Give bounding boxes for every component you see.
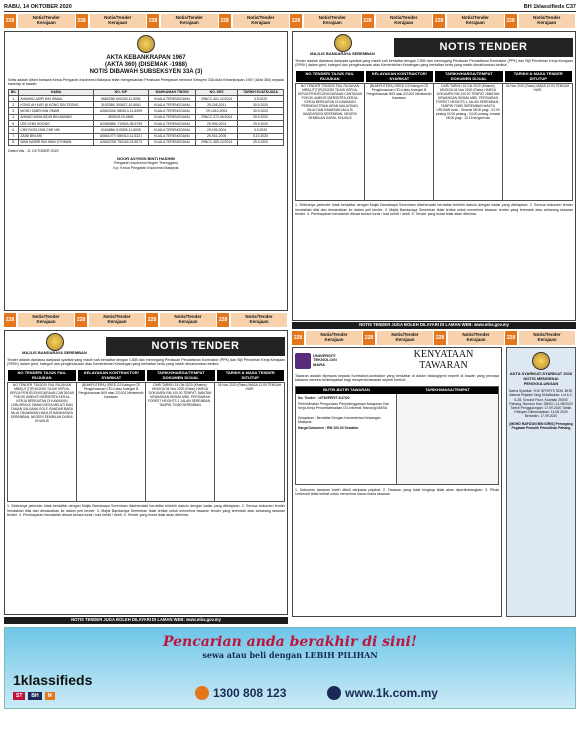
- table-cell: ZAINI BIN ARI: [19, 133, 94, 139]
- table-cell: 5.10.2020: [238, 133, 284, 139]
- tender-rules: 1. Sekiranya petender tidak berdaftar dengan Majlis Bandaraya Seremban dikehendaki berdaftar terlebih dahulu dengan kadar yang ditetapkan. 2. Semua dokumen tender hendaklah diisi dan dimasukkan ke dalam peti tender. 3. Majlis Bandaraya Seremban tidak terikat untuk menerima tawaran tender yang terendah atau sebarang tawaran tender. 4. Pembayaran hendaklah dibuat secara tunai / kad kredit / debit. 5. Tender yang lewat tidak akan diterima.: [295, 203, 573, 217]
- bankruptcy-notice: AKTA KEBANKRAPAN 1967 (AKTA 360) (DISEMAK -1988) NOTIS DIBAWAH SUBSEKSYEN 33A (3) Notis adalah diberi bahawa Ketua Pengarah Insolvensi Malaysia telah mengeluarkan Perakuan Pelepasan menurut Seksyen 33A Akta Kebankrapan 1967 (Akta 360) kepada bankrap di bawah: BIL NAMA NO. K/P MAHKAMAH TINGGI NO. KES TARIKH KUATKUASA 1. AHAMAD ASIPI BIN ISMAIL 5680236/ 600325-11-5051 KUALA TERENGGANU 29NCC-401-12/2013 3.9.2020 2. KONG AH KAR @ KONG SIN TEONG 3192286/ 390627-10-5061 KUALA TERENGGANU 29-245-2011 30.9.2020 3. MOHD ZABRI BIN OMAR A0663344/ 680613-11-5399 KUALA TERENGGANU 29-1010-2003 30.9.2020 4. AHMAD WAHUDDIN BIN AWANG 800618-03-5849 KUALA TERENGGANU 29NCC-372-06/2014 30.9.2020 5. LEE CHIN HOONG A2066386/ 710924-08-5799 KUALA TERENGGANU 29-906-2001 29.9.2020 6. CHE ROSLI BIN CHE NIK 6164686/ 610505-11-5005 KUALA TERENGGANU 29-199-2004 3.9.2020 7. ZAINI BIN ARI A0661077/ 680410-11-5321 KUALA TERENGGANU 29-941-2005 5.10.2020 8. WAN NASIRI BIN WAN OTHMAN A2662233/ 750116-03-5073 KUALA TERENGGANU 29NCC-369-12/2013 29.9.2020 Dated this : 11 OCTOBER 2020 NOOR ASYIKIN BINTI HASHIM Pengarah Insolvensi Negeri Terengganu b.p. Ketua Pengarah Insolvensi Malaysia: [4, 31, 288, 311]
- table-cell: 29NCC-372-06/2014: [196, 114, 238, 120]
- table-header: MAHKAMAH TINGGI: [149, 89, 196, 95]
- table-cell: 29-906-2001: [196, 120, 238, 126]
- table-cell: 30.9.2020: [238, 102, 284, 108]
- table-cell: 7.: [9, 133, 19, 139]
- table-cell: KUALA TERENGGANU: [149, 127, 196, 133]
- table-cell: KUALA TERENGGANU: [149, 102, 196, 108]
- table-cell: A2066386/ 710924-08-5799: [93, 120, 148, 126]
- tender-notice-2: MAJLIS BANDARAYA SEREMBAN NOTIS TENDER Tender adalah dipelawa daripada syarikat yang masih sah berdaftar dengan CIDB dan memegang Perakuan Pendaftaran Kontraktor (PPK) dan Sijil Perolehan Kerja Kerajaan (SPKK) dalam gred, kategori dan pengkhususan atau Kementerian Kewangan yang berkaitan serta yang masih dimaklumkan berikut: NO TENDER/ TAJUK FAIL RUJUKAN KELAYAKAN KONTRAKTOR/ SYARIKAT TARIKH/HARGA/TEMPAT DOKUMEN DIJUAL TARIKH & MASA TENDER DITUTUP NO TENDER T30/2020 FAIL RUJUKAN MBS(UT)T(P)30/2020 TAJUK KERJA-KERJA PENYELENGGARAAN CANTASAN POKOK AMENITI BERSERTA KERJA-KERJA BERKAITAN DI KAWASAN LEBUHRAYA TAMAN DESA MELATI DAN TAMAN SAUJANA GOLF, BANDAR BARU NILAI DIKAWASAN MAJLIS BANDARAYA SEREMBAN, NEGERI SEMBILAN DARUL KHUSUS (BUMIPUTERA) GRED G3 Kategori CE Pengkhususan CE14 atau Kategori B Pengkhususan B09 atau 221002 Membersih Kawasan DARI TARIKH 15 Okt 2020 (Khamis) HINGGA 04 Nov 2020 (Rabu) HARGA DOKUMEN RM 100.00 TEMPAT JABATAN KEWANGAN WISMA MBS, PERSIARAN FOREST HEIGHTS 1 JALAN SEREMBAN - TAMPIN 70450 SEREMBAN 04 Nov 2020 (Rabu) MASA 12:00 TENGAH HARI 1. Sekiranya petender tidak berdaftar dengan Majlis Bandaraya Seremban dikehendaki berdaftar terlebih dahulu dengan kadar yang ditetapkan. 2. Semua dokumen tender hendaklah diisi dan dimasukkan ke dalam peti tender. 3. Majlis Bandaraya Seremban tidak terikat untuk menerima tawaran tender yang terendah atau sebarang tawaran tender. 4. Pembayaran hendaklah dibuat secara tunai / kad kredit / debit. 5. Tender yang lewat tidak akan diterima.: [4, 330, 288, 615]
- table-cell: 29-941-2005: [196, 133, 238, 139]
- coat-of-arms-icon: [532, 352, 550, 370]
- ad-partner-logos: ST BH M: [13, 692, 55, 700]
- nav-item[interactable]: 228 Notis/Tender Kerajaan: [363, 331, 433, 345]
- table-cell: KUALA TERENGGANU: [149, 114, 196, 120]
- notice-intro: Notis adalah diberi bahawa Ketua Pengarah Insolvensi Malaysia telah mengeluarkan Perakuan Pelepasan menurut Seksyen 33A Akta Kebankrapan 1967 (Akta 360) kepada bankrap di bawah:: [8, 77, 284, 87]
- ad-subline: sewa atau beli dengan LEBIH PILIHAN: [202, 649, 378, 660]
- notice-dated: Dated this : 11 OCTOBER 2020: [8, 149, 59, 154]
- coat-of-arms-icon: [137, 35, 155, 53]
- notis-tender-banner: NOTIS TENDER: [106, 337, 285, 356]
- tender-footer[interactable]: NOTIS TENDER JUGA BOLEH DILAYARI DI LAMAN WEB: www.mbs.gov.my: [292, 322, 576, 329]
- table-cell: 29.9.2020: [238, 120, 284, 126]
- table-cell: 3.9.2020: [238, 95, 284, 101]
- table-cell: 29NCC-401-12/2013: [196, 95, 238, 101]
- nav-item[interactable]: 228 Notis/Tender Kerajaan: [434, 331, 504, 345]
- table-cell: 30.9.2020: [238, 108, 284, 114]
- nav-item[interactable]: 228 Notis/Tender Kerajaan: [219, 14, 290, 28]
- signer-name: NOOR ASYIKIN BINTI HASHIM: [117, 155, 175, 161]
- table-cell: 1.: [9, 95, 19, 101]
- nav-item[interactable]: 228 Notis/Tender Kerajaan: [217, 313, 287, 327]
- table-cell: 29-245-2011: [196, 102, 238, 108]
- nav-item[interactable]: 228 Notis/Tender Kerajaan: [4, 313, 74, 327]
- bankruptcy-table: [8, 89, 284, 146]
- ad-brand: 1klassifieds: [13, 672, 93, 688]
- ad-website[interactable]: www.1k.com.my: [345, 686, 438, 700]
- nav-item[interactable]: 228 Notis/Tender Kerajaan: [147, 14, 218, 28]
- table-cell: KUALA TERENGGANU: [149, 108, 196, 114]
- table-cell: 29NCC-369-12/2013: [196, 139, 238, 145]
- nav-item[interactable]: 228 Notis/Tender Kerajaan: [292, 331, 362, 345]
- page-header: [4, 2, 576, 12]
- mbs-logo-icon: [334, 34, 352, 52]
- table-cell: A2662233/ 750116-03-5073: [93, 139, 148, 145]
- table-header: TARIKH KUATKUASA: [238, 89, 284, 95]
- ad-headline: Pencarian anda berakhir di sini!: [162, 634, 418, 650]
- notis-tender-banner: NOTIS TENDER: [394, 38, 573, 57]
- table-cell: 800618-03-5849: [93, 114, 148, 120]
- tender-footer[interactable]: NOTIS TENDER JUGA BOLEH DILAYARI DI LAMAN WEB: www.mbs.gov.my: [4, 617, 288, 624]
- section-nav-mid-left: [4, 313, 288, 327]
- table-cell: KUALA TERENGGANU: [149, 95, 196, 101]
- nav-item[interactable]: 228 Notis/Tender Kerajaan: [4, 14, 75, 28]
- winding-up-notice: AKTA SYARIKAT-SYARIKAT 2016 NOTIS MENGENAI PENGGULUNGAN Nama Syarikat: YDK SPORTS SDN. BHD. Alamat Pejabat Yang Didaftarkan: Lot 6-2, 6-28, Ground Floor, Kuantan 25000 Pahang. Nombor Kes: 28NCC-11-08/2020 Tarikh Penggulungan: 17.09.2020 Tarikh Petisyen Dikemukakan: 14.08.2020 Bertarikh: 17.09.2020 [MOHD RAFIZUN BIN IDRIS] Pemegang Pegawai Pemulih Pemulihan Pahang: [506, 347, 576, 617]
- table-cell: A0661077/ 680410-11-5321: [93, 133, 148, 139]
- org-name: MAJLIS BANDARAYA SEREMBAN: [310, 51, 375, 56]
- table-cell: 5.: [9, 120, 19, 126]
- table-cell: 3.: [9, 108, 19, 114]
- notice-title: AKTA KEBANKRAPAN 1967: [106, 55, 186, 61]
- nav-item[interactable]: 228 Notis/Tender Kerajaan: [433, 14, 504, 28]
- nav-item[interactable]: 228 Notis/Tender Kerajaan: [505, 331, 575, 345]
- table-cell: 2.: [9, 102, 19, 108]
- table-cell: KUALA TERENGGANU: [149, 139, 196, 145]
- tender-row: NO TENDER T30/2020 FAIL RUJUKAN MBS(UT)T(P)30/2020 TAJUK KERJA-KERJA PENYELENGGARAAN CANTASAN POKOK AMENITI BERSERTA KERJA-KERJA BERKAITAN DI KAWASAN LEBUHRAYA TAMAN DESA MELATI DAN TAMAN SAUJANA GOLF, BANDAR BARU NILAI DIKAWASAN MAJLIS BANDARAYA SEREMBAN, NEGERI SEMBILAN DARUL KHUSUS (BUMIPUTERA) GRED G3 Kategori CE Pengkhususan CE14 atau Kategori B Pengkhususan B09 atau 221002 Membersih Kawasan DARI TARIKH 15 Okt 2020 (Khamis) HINGGA 04 Nov 2020 (Rabu) HARGA DOKUMEN RM 100.00 TEMPAT JABATAN KEWANGAN WISMA MBS, PERSIARAN FOREST HEIGHTS 1 JALAN SEREMBAN - TAMPIN 70450 SEREMBAN 04 Nov 2020 (Rabu) MASA 12:00 TENGAH HARI: [7, 382, 285, 502]
- table-header: BIL: [9, 89, 19, 95]
- kenyataan-title: KENYATAAN: [413, 349, 474, 360]
- table-cell: 5680236/ 600325-11-5051: [93, 95, 148, 101]
- uitm-tender-notice: UNIVERSITI TEKNOLOGI MARA KENYATAAN TAWARAN Tawaran adalah dipelawa kepada Kontraktor-kontraktor yang berdaftar di dalam bidang/gred seperti di bawah yang percaya bahawa mereka berkelayakan bagi menyertai tawaran seperti berikut: BUTIR-BUTIR TAWARAN TARIKH/MASA/TEMPAT No. Tender : UiTM/PER/T.3/47/20 Perkhidmatan Pengurusan Penyelenggaraan Bangunan Dan Kerja-Kerja Penambahbaikan Di Universiti Teknologi MARA Kelayakan : Berdaftar Dengan Kementerian Kewangan Malaysia Harga Dokumen : RM 100.00 Sewaktu 1. Dokumen tawaran boleh dibeli daripada pejabat. 2. Tawaran yang tidak lengkap tidak akan dipertimbangkan. 3. Pihak Universiti tidak terikat untuk menerima mana-mana tawaran.: [292, 347, 502, 617]
- table-cell: 29-1010-2003: [196, 108, 238, 114]
- mbs-logo-icon: [46, 333, 64, 351]
- globe-icon: [327, 686, 341, 700]
- tender-rules: 1. Sekiranya petender tidak berdaftar dengan Majlis Bandaraya Seremban dikehendaki berdaftar terlebih dahulu dengan kadar yang ditetapkan. 2. Semua dokumen tender hendaklah diisi dan dimasukkan ke dalam peti tender. 3. Majlis Bandaraya Seremban tidak terikat untuk menerima tawaran tender yang terendah atau sebarang tawaran tender. 4. Pembayaran hendaklah dibuat secara tunai / kad kredit / debit. 5. Tender yang lewat tidak akan diterima.: [7, 504, 285, 518]
- table-cell: 8.: [9, 139, 19, 145]
- table-cell: 29.9.2020: [238, 139, 284, 145]
- nav-item[interactable]: 228 Notis/Tender Kerajaan: [290, 14, 361, 28]
- table-cell: 29-199-2004: [196, 127, 238, 133]
- org-name: MAJLIS BANDARAYA SEREMBAN: [22, 350, 87, 355]
- table-cell: MOHD ZABRI BIN OMAR: [19, 108, 94, 114]
- table-cell: A0663344/ 680613-11-5399: [93, 108, 148, 114]
- table-header: NO. KES: [196, 89, 238, 95]
- table-cell: 30.9.2020: [238, 114, 284, 120]
- table-cell: CHE ROSLI BIN CHE NIK: [19, 127, 94, 133]
- ad-phone[interactable]: 1300 808 123: [213, 686, 287, 700]
- nav-item[interactable]: 228 Notis/Tender Kerajaan: [146, 313, 216, 327]
- uitm-logo-icon: [295, 353, 311, 369]
- nav-item[interactable]: 228 Notis/Tender Kerajaan: [362, 14, 433, 28]
- table-cell: 4.: [9, 114, 19, 120]
- header-section: BH 1klassifieds C37: [523, 4, 576, 10]
- classifieds-ad[interactable]: [4, 627, 576, 709]
- phone-icon: [195, 686, 209, 700]
- section-nav-top: [4, 14, 576, 28]
- table-cell: 3.9.2020: [238, 127, 284, 133]
- nav-item[interactable]: 228 Notis/Tender Kerajaan: [76, 14, 147, 28]
- table-header: NAMA: [19, 89, 94, 95]
- section-nav-mid-right: [292, 331, 576, 345]
- tender-row: NO TENDER T25/2020 FAIL RUJUKAN MBS(UT)T(P)25/2020 TAJUK KERJA-KERJA PENYELENGGARAAN CANTASAN POKOK AMENITI BERSERTA KERJA-KERJA BERKAITAN DI KAWASAN PERINDUSTRIAN ARAB MALAYSIAN, NILAI DAN KAWASAN MAJLIS BANDARAYA SEREMBAN, NEGERI SEMBILAN DARUL KHUSUS (BUMIPUTERA) GRED G3 Kategori CE Pengkhususan CE14 atau Kategori B Pengkhususan B09 atau 221002 Membersih Kawasan DARI TARIKH 15 Okt 2020 (Khamis) HINGGA 04 Nov 2020 (Rabu) HARGA DOKUMEN RM 100.00 TEMPAT JABATAN KEWANGAN WISMA MBS, PERSIARAN FOREST HEIGHTS 1 JALAN SEREMBAN - TAMPIN 70450 SEREMBAN WAKTU URUSAN Isnin - Khamis 08:00 pagi - 01:00 petang 02:00 petang - 04:00 petang Jumaat 08:00 pagi - 12:15 tengah hari 04 Nov 2020 (Rabu) MASA 12:00 TENGAH HARI: [295, 83, 573, 201]
- tender-notice-1: MAJLIS BANDARAYA SEREMBAN NOTIS TENDER Tender adalah dipelawa daripada syarikat yang masih sah berdaftar dengan CIDB dan memegang Perakuan Pendaftaran Kontraktor (PPK) dan Sijil Perolehan Kerja Kerajaan (SPKK) dalam gred, kategori dan pengkhususan atau Kementerian Kewangan yang berkaitan serta yang masih dimaklumkan berikut: NO TENDER/ TAJUK FAIL RUJUKAN KELAYAKAN KONTRAKTOR/ SYARIKAT TARIKH/HARGA/TEMPAT DOKUMEN DIJUAL TARIKH & MASA TENDER DITUTUP NO TENDER T25/2020 FAIL RUJUKAN MBS(UT)T(P)25/2020 TAJUK KERJA-KERJA PENYELENGGARAAN CANTASAN POKOK AMENITI BERSERTA KERJA-KERJA BERKAITAN DI KAWASAN PERINDUSTRIAN ARAB MALAYSIAN, NILAI DAN KAWASAN MAJLIS BANDARAYA SEREMBAN, NEGERI SEMBILAN DARUL KHUSUS (BUMIPUTERA) GRED G3 Kategori CE Pengkhususan CE14 atau Kategori B Pengkhususan B09 atau 221002 Membersih Kawasan DARI TARIKH 15 Okt 2020 (Khamis) HINGGA 04 Nov 2020 (Rabu) HARGA DOKUMEN RM 100.00 TEMPAT JABATAN KEWANGAN WISMA MBS, PERSIARAN FOREST HEIGHTS 1 JALAN SEREMBAN - TAMPIN 70450 SEREMBAN WAKTU URUSAN Isnin - Khamis 08:00 pagi - 01:00 petang 02:00 petang - 04:00 petang Jumaat 08:00 pagi - 12:15 tengah hari 04 Nov 2020 (Rabu) MASA 12:00 TENGAH HARI 1. Sekiranya petender tidak berdaftar dengan Majlis Bandaraya Seremban dikehendaki berdaftar terlebih dahulu dengan kadar yang ditetapkan. 2. Semua dokumen tender hendaklah diisi dan dimasukkan ke dalam peti tender. 3. Majlis Bandaraya Seremban tidak terikat untuk menerima tawaran tender yang terendah atau sebarang tawaran tender. 4. Pembayaran hendaklah dibuat secara tunai / kad kredit / debit. 5. Tender yang lewat tidak akan diterima.: [292, 31, 576, 321]
- nav-item[interactable]: 228 Notis/Tender Kerajaan: [75, 313, 145, 327]
- table-row: [9, 139, 284, 145]
- table-cell: KUALA TERENGGANU: [149, 133, 196, 139]
- table-cell: WAN NASIRI BIN WAN OTHMAN: [19, 139, 94, 145]
- table-cell: KUALA TERENGGANU: [149, 120, 196, 126]
- header-date: RABU, 14 OKTOBER 2020: [4, 4, 72, 10]
- table-cell: KONG AH KAR @ KONG SIN TEONG: [19, 102, 94, 108]
- nav-item[interactable]: 228 Notis/Tender Kerajaan: [505, 14, 576, 28]
- table-cell: 6.: [9, 127, 19, 133]
- table-header: NO. K/P: [93, 89, 148, 95]
- table-cell: 3192286/ 390627-10-5061: [93, 102, 148, 108]
- table-cell: AHMAD WAHUDDIN BIN AWANG: [19, 114, 94, 120]
- table-cell: LEE CHIN HOONG: [19, 120, 94, 126]
- table-cell: 6164686/ 610505-11-5005: [93, 127, 148, 133]
- table-cell: AHAMAD ASIPI BIN ISMAIL: [19, 95, 94, 101]
